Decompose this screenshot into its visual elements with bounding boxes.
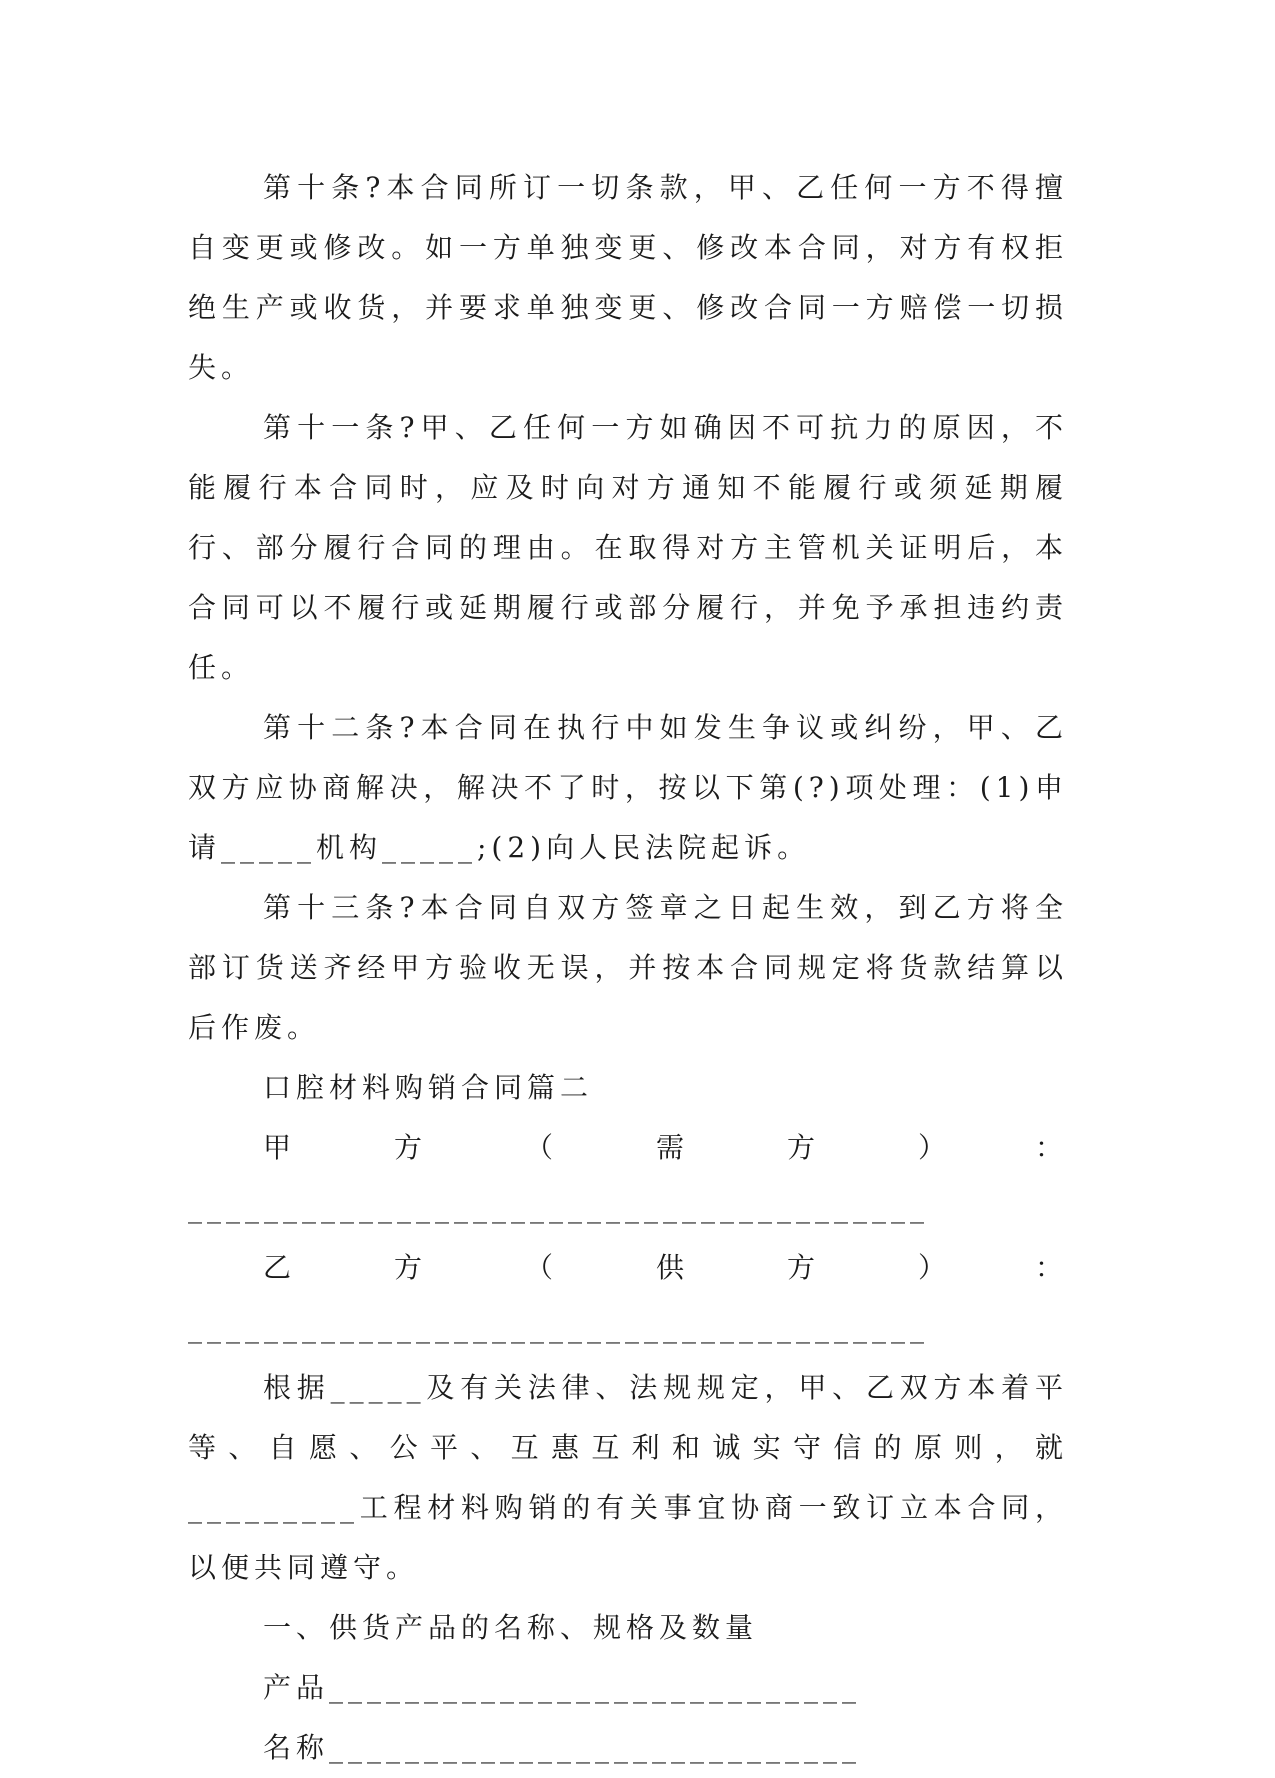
clause-12: 第十二条?本合同在执行中如发生争议或纠纷，甲、乙双方应协商解决，解决不了时，按以下第(?)项处理：(1)申请_____机构_____;(2)向人民法院起诉。	[188, 711, 1068, 864]
preamble: 根据_____及有关法律、法规规定，甲、乙双方本着平等、自愿、公平、互惠互利和诚实守信的原则，就_________工程材料购销的有关事宜协商一致订立本合同，以便共同遵守。	[188, 1371, 1068, 1584]
section-heading-1: 一、供货产品的名称、规格及数量	[263, 1611, 759, 1644]
clause-11: 第十一条?甲、乙任何一方如确因不可抗力的原因，不能履行本合同时，应及时向对方通知不能履行或须延期履行、部分履行合同的理由。在取得对方主管机关证明后，本合同可以不履行或延期履行或部分履行，并免予承担违约责任。	[188, 411, 1068, 684]
name-line: 名称____________________________	[263, 1731, 862, 1764]
product-line: 产品____________________________	[263, 1671, 862, 1704]
document-body	[188, 158, 1068, 1778]
party-b-line: 乙方（供方）：_______________________________________	[188, 1251, 1068, 1344]
party-a-line: 甲方（需方）：_______________________________________	[188, 1131, 1068, 1224]
clause-10: 第十条?本合同所订一切条款，甲、乙任何一方不得擅自变更或修改。如一方单独变更、修改本合同，对方有权拒绝生产或收货，并要求单独变更、修改合同一方赔偿一切损失。	[188, 171, 1068, 384]
section-title: 口腔材料购销合同篇二	[263, 1071, 594, 1104]
clause-13: 第十三条?本合同自双方签章之日起生效，到乙方将全部订货送齐经甲方验收无误，并按本合同规定将货款结算以后作废。	[188, 891, 1068, 1044]
